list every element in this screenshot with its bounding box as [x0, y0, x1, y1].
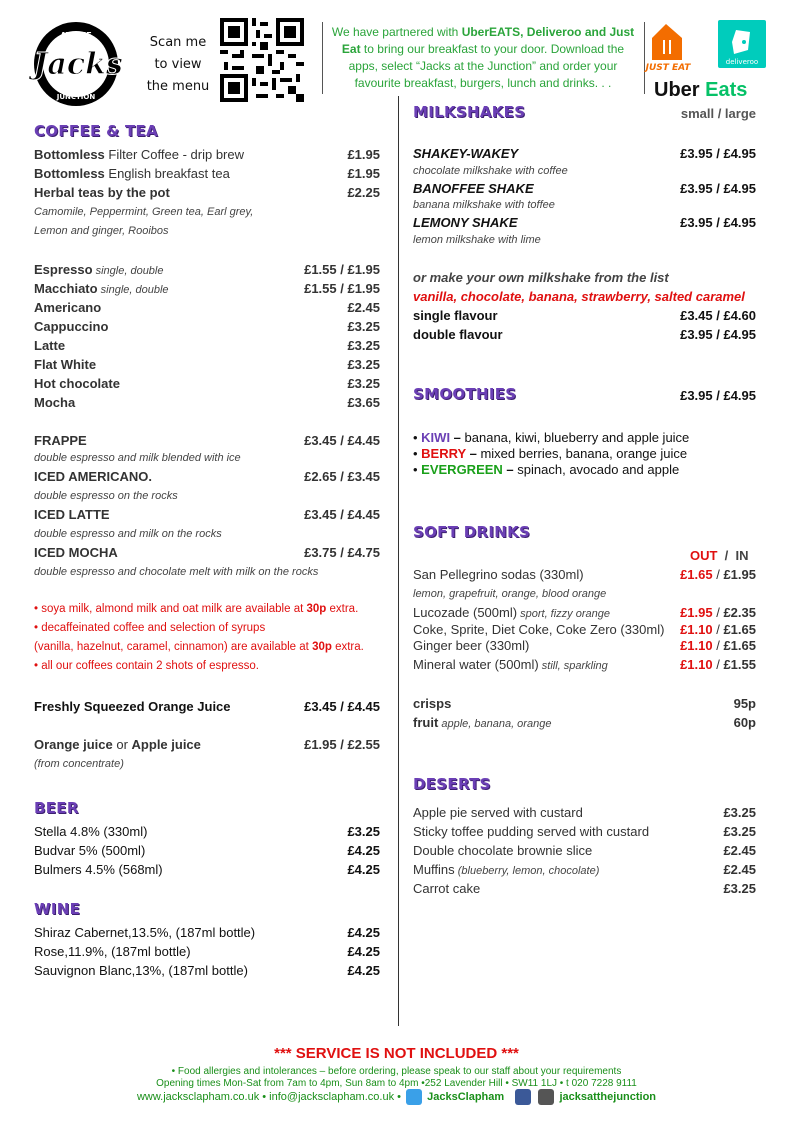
logo-junction: JUNCTION: [56, 93, 96, 101]
uber-eats-logo: [654, 79, 747, 101]
svg-text:Uber Eats: Uber Eats: [654, 79, 748, 101]
svg-text:JUST EAT: JUST EAT: [645, 63, 691, 73]
soft-drinks-out-in-label: OUT / IN: [690, 548, 749, 563]
san-pellegrino-note: lemon, grapefruit, orange, blood orange: [413, 588, 607, 600]
instagram-handle[interactable]: jacksatthejunction: [559, 1090, 657, 1103]
coffee-tea-heading: COFFEE & TEA: [34, 122, 158, 140]
custom-milkshake-title: or make your own milkshake from the list: [413, 270, 669, 285]
contact-line: [0, 1089, 793, 1105]
qr-code-icon[interactable]: [220, 18, 304, 102]
website-email[interactable]: www.jacksclapham.co.uk • info@jacksclapham.co.uk •: [136, 1090, 405, 1103]
iced-americano-note: double espresso on the rocks: [34, 490, 178, 502]
twitter-icon[interactable]: [406, 1089, 422, 1105]
header-divider: [322, 22, 323, 94]
service-not-included: *** SERVICE IS NOT INCLUDED ***: [274, 1045, 519, 1062]
smoothie-evergreen: • EVERGREEN – spinach, avocado and apple: [413, 462, 680, 477]
iced-mocha-note: double espresso and chocolate melt with milk on the rocks: [34, 566, 319, 578]
milkshakes-heading: MILKSHAKES: [413, 103, 526, 121]
extras-decaf: • decaffeinated coffee and selection of syrups: [34, 622, 266, 634]
lemony-note: lemon milkshake with lime: [413, 234, 541, 246]
juice-note: (from concentrate): [34, 758, 124, 770]
scan-me-text: Scan me to view the menu: [146, 35, 210, 94]
herbal-teas-note: Camomile, Peppermint, Green tea, Earl grey,: [34, 206, 254, 218]
shakey-wakey-note: chocolate milkshake with coffee: [413, 165, 568, 177]
jacks-logo: [18, 18, 140, 110]
herbal-teas-note: Lemon and ginger, Rooibos: [34, 225, 169, 237]
delivery-brand-logos: [645, 20, 778, 101]
deliveroo-logo: [718, 20, 766, 68]
allergy-notice: • Food allergies and intolerances – before ordering, please speak to our staff about your requirements: [171, 1066, 622, 1077]
instagram-icon[interactable]: [538, 1089, 554, 1105]
soft-drinks-heading: SOFT DRINKS: [413, 523, 531, 541]
smoothies-heading: SMOOTHIES: [413, 385, 517, 403]
smoothie-berry: • BERRY – mixed berries, banana, orange juice: [413, 446, 688, 461]
delivery-partner-text: We have partnered with UberEATS, Deliveroo and Just Eat to bring our breakfast to your door. Download the apps, select “Jacks at the Junction” and order your favourite breakfast, burgers, lunch and drinks. . .: [331, 25, 635, 90]
extras-espresso-shots: • all our coffees contain 2 shots of espresso.: [34, 660, 259, 672]
just-eat-logo: [644, 24, 692, 73]
column-divider: [398, 96, 399, 1026]
milkshake-flavours: vanilla, chocolate, banana, strawberry, salted caramel: [413, 289, 745, 304]
smoothie-kiwi: • KIWI – banana, kiwi, blueberry and apple juice: [413, 430, 690, 445]
extras-milk: • soya milk, almond milk and oat milk are available at 30p extra.: [34, 603, 359, 615]
iced-latte-note: double espresso and milk on the rocks: [34, 528, 222, 540]
facebook-icon[interactable]: [515, 1089, 531, 1105]
banoffee-note: banana milkshake with toffee: [413, 199, 555, 211]
twitter-handle[interactable]: JacksClapham: [427, 1090, 505, 1103]
opening-hours: Opening times Mon-Sat from 7am to 4pm, Sun 8am to 4pm •252 Lavender Hill • SW11 1LJ • t 020 7228 9111: [156, 1078, 637, 1089]
logo-jacks: Jacks: [33, 47, 123, 82]
logo-at-the: AT THE: [60, 31, 92, 40]
extras-syrups: (vanilla, hazelnut, caramel, cinnamon) are available at 30p extra.: [34, 641, 364, 653]
beer-heading: BEER: [34, 799, 79, 817]
deserts-heading: DESERTS: [413, 775, 491, 793]
wine-heading: WINE: [34, 900, 81, 918]
frappe-note: double espresso and milk blended with ice: [34, 452, 241, 464]
header-divider: [644, 22, 645, 94]
svg-text:deliveroo: deliveroo: [725, 58, 759, 66]
